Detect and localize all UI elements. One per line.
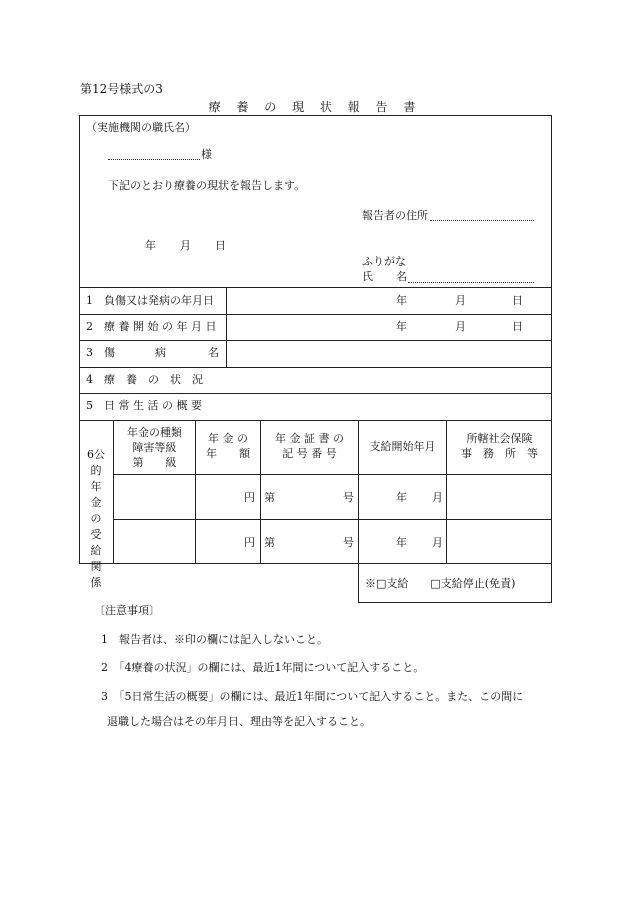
- name-label-2: 名: [396, 270, 407, 283]
- org-label: （実施機関の職氏名）: [86, 121, 196, 134]
- note-3-cont: 退職した場合はその年月日、理由等を記入すること。: [107, 715, 371, 728]
- start-year: 年: [396, 491, 407, 504]
- start-month: 月: [432, 491, 443, 504]
- treatment-day: 日: [512, 320, 523, 333]
- label-divider: [226, 287, 227, 367]
- form-number: 第12号様式の3: [80, 82, 163, 96]
- start-year: 年: [396, 536, 407, 549]
- dai-label: 第: [264, 536, 275, 549]
- row-disease-a: 傷: [104, 346, 115, 359]
- furigana-label: ふりがな: [362, 255, 406, 268]
- yen-label: 円: [244, 491, 255, 504]
- row-line: [79, 420, 552, 421]
- yen-label: 円: [244, 536, 255, 549]
- date-year: 年: [145, 239, 156, 252]
- row-line: [79, 340, 552, 341]
- statement-text: 下記のとおり療養の現状を報告します。: [108, 179, 306, 192]
- row-treatment-start-label: 2 療 養 開 始 の 年 月 日: [86, 320, 217, 333]
- row-line: [79, 287, 552, 288]
- row-line: [113, 474, 552, 475]
- sama-label: 様: [201, 148, 212, 161]
- injury-year: 年: [396, 294, 407, 307]
- notes-heading: 〔注意事項〕: [94, 604, 160, 617]
- row-disease-c: 名: [208, 346, 219, 359]
- page-title: 療 養 の 現 状 報 告 書: [208, 100, 422, 114]
- note-1: 1 報告者は、※印の欄には記入しないこと。: [101, 633, 328, 646]
- dai-label: 第: [264, 491, 275, 504]
- name-line[interactable]: [408, 282, 534, 283]
- row-line: [79, 314, 552, 315]
- row-line: [79, 393, 552, 394]
- pension-side-label: 6公的年金の受給関係: [87, 448, 105, 589]
- treatment-month: 月: [455, 320, 466, 333]
- date-day: 日: [215, 239, 226, 252]
- row-injury-date-label: 1 負傷又は発病の年月日: [86, 294, 214, 307]
- injury-day: 日: [512, 294, 523, 307]
- header-pension-amount: 年 金 の 年 額: [206, 432, 250, 460]
- name-label-1: 氏: [362, 270, 373, 283]
- org-name-line[interactable]: [108, 159, 200, 160]
- row-disease-b: 病: [155, 346, 166, 359]
- note-2: 2 「4療養の状況」の欄には、最近1年間について記入すること。: [101, 661, 425, 674]
- row-line: [79, 367, 552, 368]
- note-3: 3 「5日常生活の概要」の欄には、最近1年間について記入すること。また、この間に: [101, 690, 524, 703]
- header-pension-type: 年金の種類 障害等級 第 級: [127, 426, 182, 469]
- row-treatment-status-label: 4 療 養 の 状 況: [86, 373, 203, 386]
- injury-month: 月: [455, 294, 466, 307]
- start-month: 月: [432, 536, 443, 549]
- gou-label: 号: [343, 536, 354, 549]
- treatment-year: 年: [396, 320, 407, 333]
- row-line: [113, 519, 552, 520]
- address-line[interactable]: [430, 220, 534, 221]
- office-use-text: ※□支給 □支給停止(免責): [365, 577, 516, 590]
- header-start-month: 支給開始年月: [369, 440, 436, 453]
- date-month: 月: [180, 239, 191, 252]
- row-disease-num: 3: [86, 346, 93, 359]
- reporter-address-label: 報告者の住所: [362, 209, 428, 222]
- header-social-insurance-office: 所轄社会保険 事 務 所 等: [461, 432, 538, 460]
- header-certificate-number: 年 金 証 書 の 記 号 番 号: [275, 432, 344, 460]
- row-daily-life-label: 5 日 常 生 活 の 概 要: [86, 399, 202, 412]
- gou-label: 号: [343, 491, 354, 504]
